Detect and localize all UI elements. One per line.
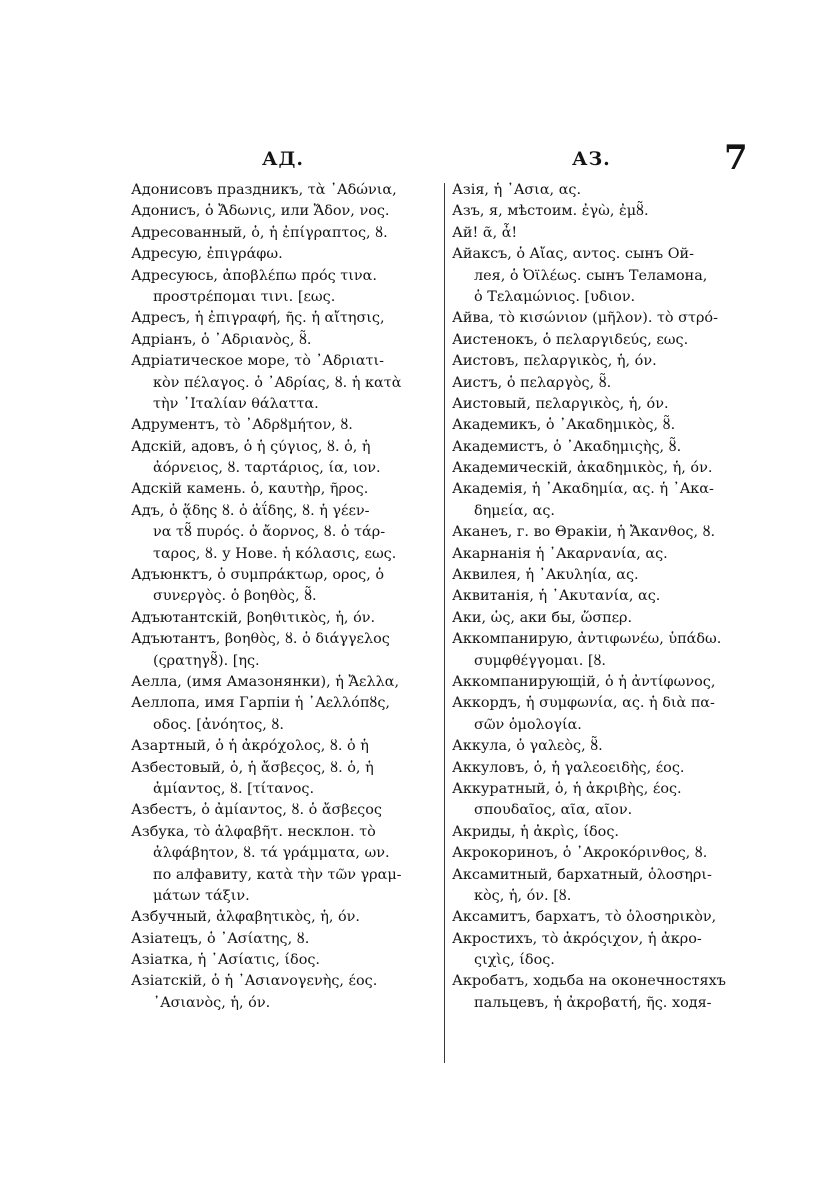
right-entry-line: Аксамитный, бархатный, ὁλοσηρι- (452, 866, 712, 883)
right-entry-line: Аквитанія, ἡ ᾿Ακυτανία, ας. (452, 588, 661, 605)
left-entry-line: Адресованный, ὁ, ἡ ἐπίγραπτος, ȣ. (131, 224, 388, 241)
left-entry-line: τὴν ᾿Ιταλίαν θάλαττα. (153, 395, 319, 412)
left-entry-line: Адресуюсь, ἀποβλέπω πρός τινα. (131, 267, 377, 284)
left-entry-line: ᾿Ασιανὸς, ἡ, όν. (153, 994, 271, 1011)
right-entry-line: σῶν ὁμολογία. (474, 716, 582, 733)
right-entry-line: Академистъ, ὁ ᾿Ακαδημιςὴς, ȣ̃. (452, 438, 682, 455)
right-entry-line: Аквилея, ἡ ᾿Ακυληία, ας. (452, 567, 639, 584)
left-entry-line: Азбука, τὸ ἀλφαβῆτ. несклон. τὸ (131, 823, 376, 840)
left-entry-line: κὸν πέλαγος. ὁ ᾿Αδρίας, ȣ. ἡ κατὰ (153, 374, 402, 391)
left-entry-line: Адрументъ, τὸ ᾿Αδρȣμήτον, ȣ. (131, 417, 353, 434)
right-entry-line: Аистъ, ὁ πελαργὸς, ȣ̃. (452, 374, 612, 391)
left-entry-line: ἀλφάβητον, ȣ. τά γράμματα, ων. (153, 845, 390, 862)
left-entry-line: Азбестъ, ὁ ἀμίαντος, ȣ. ὁ ἄσβεςος (131, 802, 382, 819)
left-entry-line: Адъютантскій, βοηθιτικὸς, ἡ, όν. (131, 609, 376, 626)
left-entry-line: (ςρατηγȣ̃). [ης. (153, 652, 260, 669)
right-entry-line: συμφθέγγομαι. [ȣ. (474, 652, 606, 669)
left-entry-line: Азбестовый, ὁ, ἡ ἄσβεςος, ȣ. ὁ, ἡ (131, 759, 374, 776)
right-entry-line: ὁ Τελαμώνιος. [υδιον. (474, 288, 636, 305)
left-entry-line: ταρος, ȣ. у Нове. ἡ κόλασις, εως. (153, 545, 397, 562)
right-entry-line: κὸς, ἡ, όν. [ȣ. (474, 887, 572, 904)
left-entry-line: να τȣ̃ πυρός. ὁ ἄορνος, ȣ. ὁ τάρ- (153, 524, 386, 541)
left-entry-line: Адскій камень. ὁ, καυτὴρ, ῆρος. (131, 481, 369, 498)
right-entry-line: Академія, ἡ ᾿Ακαδημία, ας. ἡ ᾿Ακα- (452, 481, 714, 498)
left-entry-line: Адонисъ, ὁ Ἄδωνις, или Ἄδον, νος. (131, 203, 390, 220)
right-entry-line: Аккордъ, ἡ συμφωνία, ας. ἡ διὰ πα- (452, 695, 715, 712)
left-entry-line: μάτων τάξιν. (153, 887, 250, 904)
left-entry-line: Азіатецъ, ὁ ᾿Ασίατης, ȣ. (131, 930, 310, 947)
right-entry-line: Аккомпанирую, ἀντιφωνέω, ὑπάδω. (452, 631, 722, 648)
column-divider (444, 183, 445, 1063)
left-column (131, 180, 431, 1014)
left-entry-line: ἀόρνειος, ȣ. ταρτάριος, ία, ιον. (153, 460, 381, 477)
left-entry-line: Адонисовъ праздникъ, τὰ ᾿Αδώνια, (131, 182, 397, 198)
right-entry-line: Айаксъ, ὁ Αἴας, αντος. сынъ Ой- (452, 246, 695, 263)
right-entry-line: ςιχὶς, ίδος. (474, 952, 555, 969)
right-entry-line: Акриды, ἡ ἀκρὶς, ίδος. (452, 823, 619, 840)
header-left-guideword: АД. (262, 148, 304, 170)
right-entry-line: пальцевъ, ἡ ἀκροβατή, ῆς. ходя- (474, 994, 712, 1011)
right-entry-line: лея, ὁ Ὀϊλέως. сынъ Теламона, (474, 267, 708, 284)
left-entry-line: по алфавиту, κατὰ τὴν τῶν γραμ- (153, 866, 402, 883)
right-entry-line: Акрокориноъ, ὁ ᾿Ακροκόρινθος, ȣ. (452, 845, 708, 862)
left-entry-line: Адъютантъ, βοηθὸς, ȣ. ὁ διάγγελος (131, 631, 390, 648)
right-entry-line: Аистовый, πελαργικὸς, ἡ, όν. (452, 395, 669, 412)
left-entry-line: Азбучный, ἀλφαβητικὸς, ἡ, όν. (131, 909, 360, 926)
left-entry-line: Адріатическое море, τὸ ᾿Αδριατι- (131, 353, 385, 370)
left-entry-line: Адресъ, ἡ ἐπιγραφή, ῆς. ἡ αἴτησις, (131, 310, 385, 327)
right-entry-line: Аккуратный, ὁ, ἡ ἀκριβὴς, έος. (452, 780, 682, 797)
right-entry-line: Аккула, ὁ γαλεὸς, ȣ̃. (452, 738, 603, 755)
right-entry-line: Азія, ἡ ᾿Ασια, ας. (452, 182, 582, 198)
left-entry-line: Адскій, адовъ, ὁ ἡ ςύγιος, ȣ. ὁ, ἡ (131, 438, 371, 455)
left-entry-line: Азіатка, ἡ ᾿Ασίατις, ίδος. (131, 952, 320, 969)
left-entry-line: Адресую, ἐπιγράφω. (131, 246, 283, 263)
right-entry-line: Аистовъ, πελαργικὸς, ἡ, όν. (452, 353, 657, 370)
left-entry-line: Аеллопа, имя Гарпіи ἡ ᾿Αελλόπȣς, (131, 695, 390, 712)
page-header (0, 138, 840, 182)
right-entry-line: Академическій, ἀκαδημικὸς, ἡ, όν. (452, 460, 713, 477)
left-entry-line: Адріанъ, ὁ ᾿Αδριανὸς, ȣ̃. (131, 331, 312, 348)
right-entry-line: Акарнанія ἡ ᾿Ακαρνανία, ας. (452, 545, 668, 562)
right-entry-line: Аксамитъ, бархатъ, τὸ ὁλοσηρικὸν, (452, 909, 717, 926)
left-entry-line: οδος. [ἀνόητος, ȣ. (153, 716, 284, 733)
header-right-guideword: АЗ. (572, 148, 611, 170)
left-entry-line: Азіатскій, ὁ ἡ ᾿Ασιανογενὴς, έος. (131, 973, 378, 990)
right-entry-line: δημεία, ας. (474, 502, 555, 519)
left-entry-line: Азартный, ὁ ἡ ἀκρόχολος, ȣ. ὁ ἡ (131, 738, 369, 755)
page-number: 7 (724, 138, 748, 178)
left-entry-line: προστρέπομαι τινι. [εως. (153, 288, 336, 305)
right-entry-line: σπουδαῖος, αῖα, αῖον. (474, 802, 633, 819)
right-entry-line: Акробатъ, ходьба на оконечностяхъ (452, 973, 726, 990)
left-entry-line: συνεργὸς. ὁ βοηθὸς, ȣ̃. (153, 588, 317, 605)
right-entry-line: Аккуловъ, ὁ, ἡ γαλεοειδὴς, έος. (452, 759, 685, 776)
left-entry-line: Адъ, ὁ ᾅδης ȣ. ὁ ἀΐδης, ȣ. ἡ γέεν- (131, 502, 370, 519)
left-entry-line: ἀμίαντος, ȣ. [τίτανος. (153, 780, 315, 797)
right-entry-line: Аистенокъ, ὁ πελαργιδεύς, εως. (452, 331, 689, 348)
right-entry-line: Аканеъ, г. во Θракіи, ἡ Ἄκανθος, ȣ. (452, 524, 716, 541)
right-entry-line: Азъ, я, мѣстоим. ἐγὼ, ἐμȣ̃. (452, 203, 649, 220)
left-entry-line: Аелла, (имя Амазонянки), ἡ Ἄελλα, (131, 673, 400, 690)
right-entry-line: Акростихъ, τὸ ἀκρόςιχον, ἡ ἀκρο- (452, 930, 702, 947)
right-entry-line: Ай! ᾶ, ἆ! (452, 224, 518, 241)
right-entry-line: Аккомпанирующій, ὁ ἡ ἀντίφωνος, (452, 673, 716, 690)
left-entry-line: Адъюнктъ, ὁ συμπράκτωρ, ορος, ὁ (131, 567, 385, 584)
right-entry-line: Аки, ὡς, аки бы, ὥσπερ. (452, 609, 633, 626)
right-entry-line: Айва, τὸ κισώνιον (μῆλον). τὸ στρό- (452, 310, 718, 327)
right-column (452, 180, 762, 1014)
right-entry-line: Академикъ, ὁ ᾿Ακαδημικὸς, ȣ̃. (452, 417, 676, 434)
